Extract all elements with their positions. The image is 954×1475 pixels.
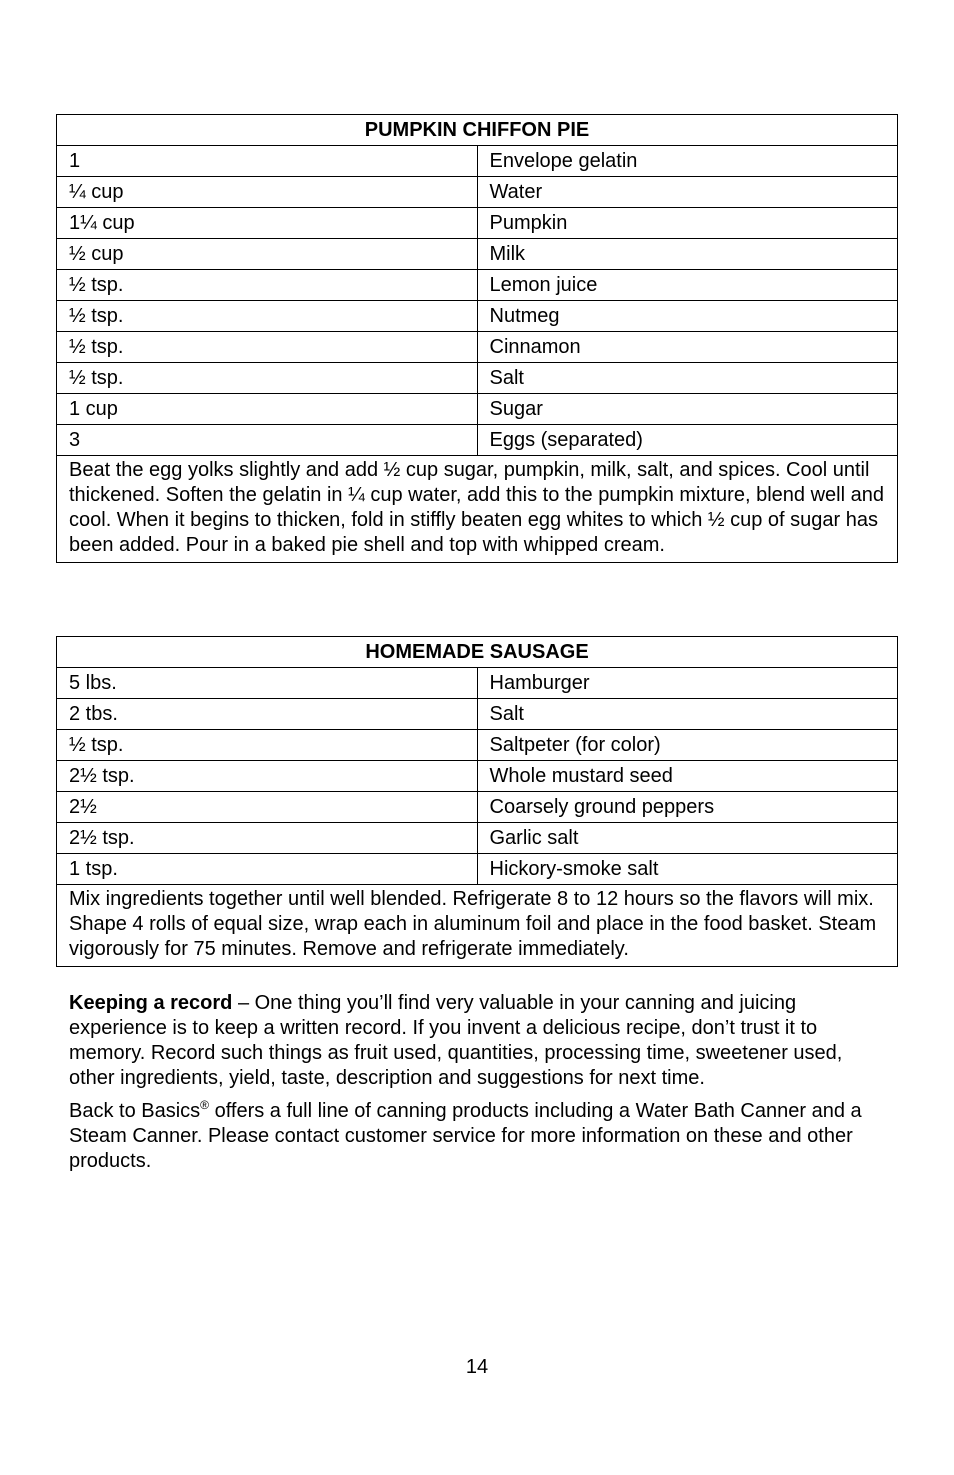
ingredient-row — [57, 301, 898, 332]
registered-mark: ® — [200, 1098, 210, 1112]
ingredient-name: Milk — [477, 239, 898, 270]
ingredient-row — [57, 332, 898, 363]
ingredient-name: Cinnamon — [477, 332, 898, 363]
ingredient-row — [57, 792, 898, 823]
ingredient-name: Coarsely ground peppers — [477, 792, 898, 823]
recipe-title-row — [57, 637, 898, 668]
ingredient-name: Pumpkin — [477, 208, 898, 239]
ingredient-quantity: ½ cup — [57, 239, 478, 270]
ingredient-name: Hamburger — [477, 668, 898, 699]
ingredient-name: Hickory-smoke salt — [477, 854, 898, 885]
ingredient-row — [57, 363, 898, 394]
ingredient-quantity: ½ tsp. — [57, 270, 478, 301]
ingredient-quantity: ½ tsp. — [57, 730, 478, 761]
ingredient-row — [57, 239, 898, 270]
page-number: 14 — [465, 1356, 489, 1378]
ingredient-name: Water — [477, 177, 898, 208]
ingredient-name: Sugar — [477, 394, 898, 425]
ingredient-name: Salt — [477, 363, 898, 394]
ingredient-quantity: 5 lbs. — [57, 668, 478, 699]
keeping-record-body: – One thing you’ll find very valuable in your canning and juicing experience is to keep a written record. If you invent a delicious recipe, don’t trust it to memory. Record such things as fruit used, quantities, processing time, sweetener used, other ingredients, yield, taste, description and suggestions for next time. — [69, 992, 843, 1089]
keeping-record-heading: Keeping a record — [69, 992, 233, 1014]
recipe-title-row — [57, 115, 898, 146]
ingredient-row — [57, 394, 898, 425]
ingredient-quantity: 3 — [57, 425, 478, 456]
recipe-directions: Beat the egg yolks slightly and add ½ cup sugar, pumpkin, milk, salt, and spices. Cool until thickened. Soften the gelatin in ¼ cup water, add this to the pumpkin mixture, blend well and cool. When it begins to thicken, fold in stiffly beaten egg whites to which ½ cup of sugar has been added. Pour in a baked pie shell and top with whipped cream. — [57, 456, 898, 563]
ingredient-row — [57, 270, 898, 301]
ingredient-name: Envelope gelatin — [477, 146, 898, 177]
ingredient-name: Nutmeg — [477, 301, 898, 332]
ingredient-row — [57, 761, 898, 792]
ingredient-row — [57, 699, 898, 730]
ingredient-name: Salt — [477, 699, 898, 730]
ingredient-quantity: ½ tsp. — [57, 363, 478, 394]
ingredient-row — [57, 730, 898, 761]
keeping-record-paragraph — [69, 991, 889, 1091]
ingredient-quantity: 1 tsp. — [57, 854, 478, 885]
directions-row — [57, 885, 898, 967]
ingredient-quantity: 2½ tsp. — [57, 761, 478, 792]
recipe-table-pumpkin-chiffon-pie — [56, 114, 898, 563]
ingredient-quantity: 1 — [57, 146, 478, 177]
back-to-basics-paragraph — [69, 1099, 889, 1174]
ingredient-row — [57, 177, 898, 208]
recipe-directions: Mix ingredients together until well blended. Refrigerate 8 to 12 hours so the flavors will mix. Shape 4 rolls of equal size, wrap each in aluminum foil and place in the food basket. Steam vigorously for 75 minutes. Remove and refrigerate immediately. — [57, 885, 898, 967]
brand-name: Back to Basics — [69, 1100, 201, 1122]
ingredient-name: Whole mustard seed — [477, 761, 898, 792]
ingredient-quantity: 1¼ cup — [57, 208, 478, 239]
ingredient-quantity: 2 tbs. — [57, 699, 478, 730]
ingredient-row — [57, 425, 898, 456]
ingredient-row — [57, 146, 898, 177]
ingredient-quantity: ½ tsp. — [57, 332, 478, 363]
ingredient-name: Eggs (separated) — [477, 425, 898, 456]
ingredient-name: Saltpeter (for color) — [477, 730, 898, 761]
ingredient-row — [57, 854, 898, 885]
recipe-title: HOMEMADE SAUSAGE — [57, 637, 898, 668]
ingredient-quantity: 2½ tsp. — [57, 823, 478, 854]
ingredient-quantity: 2½ — [57, 792, 478, 823]
ingredient-quantity: ½ tsp. — [57, 301, 478, 332]
recipe-table-homemade-sausage — [56, 636, 898, 967]
ingredient-row — [57, 208, 898, 239]
ingredient-name: Lemon juice — [477, 270, 898, 301]
ingredient-row — [57, 668, 898, 699]
ingredient-name: Garlic salt — [477, 823, 898, 854]
back-to-basics-body: offers a full line of canning products including a Water Bath Canner and a Steam Canner. Please contact customer service for more information on these and other products. — [69, 1100, 862, 1172]
recipe-title: PUMPKIN CHIFFON PIE — [57, 115, 898, 146]
directions-row — [57, 456, 898, 563]
ingredient-quantity: ¼ cup — [57, 177, 478, 208]
ingredient-row — [57, 823, 898, 854]
ingredient-quantity: 1 cup — [57, 394, 478, 425]
